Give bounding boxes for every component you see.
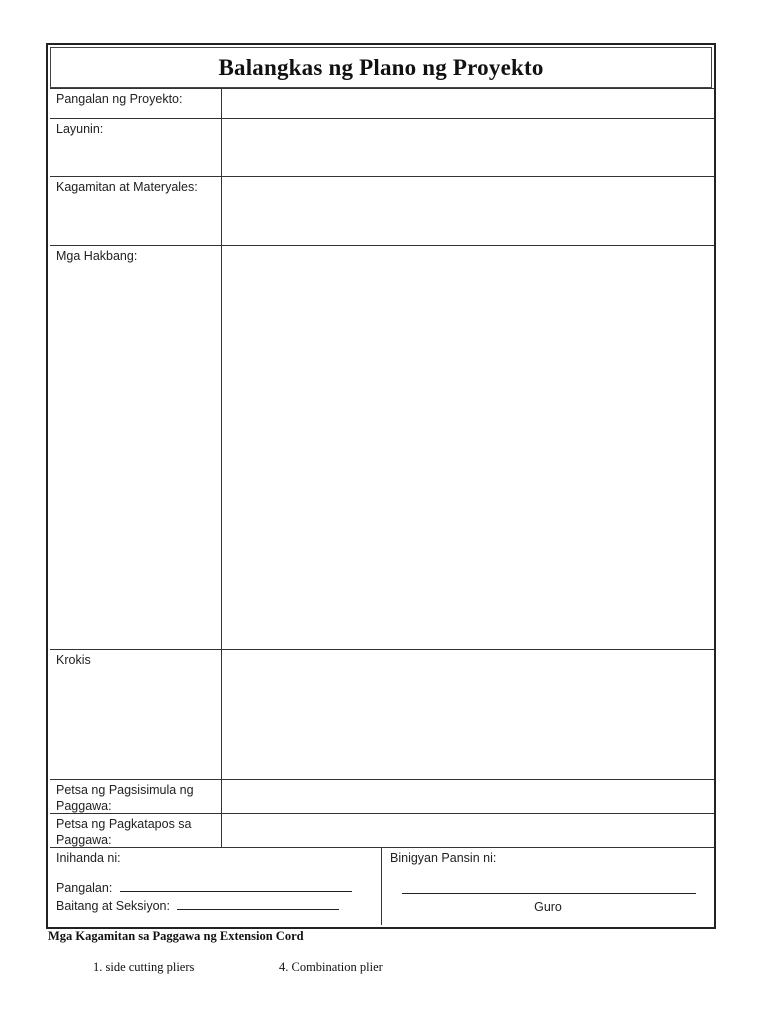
materials-heading: Mga Kagamitan sa Paggawa ng Extension Cord <box>48 929 304 943</box>
name-input-line[interactable] <box>120 879 352 892</box>
signature-row <box>50 847 714 925</box>
sketch-field[interactable] <box>222 650 714 779</box>
grade-section-input-line[interactable] <box>177 897 339 910</box>
start-date-label: Petsa ng Pagsisimula ng Paggawa: <box>50 780 222 813</box>
name-label: Pangalan: <box>56 881 113 895</box>
form-title: Balangkas ng Plano ng Proyekto <box>218 54 544 80</box>
form-title-box <box>50 47 712 88</box>
materials-field[interactable] <box>222 177 714 245</box>
row-end-date <box>50 813 714 847</box>
sketch-label: Krokis <box>50 650 222 779</box>
teacher-signature-line[interactable] <box>402 893 696 894</box>
end-date-field[interactable] <box>222 814 714 847</box>
noted-by-label: Binigyan Pansin ni: <box>390 851 497 865</box>
row-objective <box>50 118 714 176</box>
row-project-name <box>50 88 714 118</box>
prepared-by-cell <box>50 848 382 925</box>
row-steps <box>50 245 714 649</box>
end-date-label: Petsa ng Pagkatapos sa Paggawa: <box>50 814 222 847</box>
row-materials <box>50 176 714 245</box>
objective-field[interactable] <box>222 119 714 176</box>
steps-field[interactable] <box>222 246 714 649</box>
material-item: 1. side cutting pliers <box>93 960 195 974</box>
materials-label: Kagamitan at Materyales: <box>50 177 222 245</box>
noted-by-cell <box>382 848 714 925</box>
grade-section-label: Baitang at Seksiyon: <box>56 899 170 913</box>
teacher-label: Guro <box>534 900 562 914</box>
row-sketch <box>50 649 714 779</box>
objective-label: Layunin: <box>50 119 222 176</box>
row-start-date <box>50 779 714 813</box>
project-name-label: Pangalan ng Proyekto: <box>50 89 222 118</box>
project-name-field[interactable] <box>222 89 714 118</box>
project-plan-form <box>46 43 716 929</box>
steps-label: Mga Hakbang: <box>50 246 222 649</box>
material-item: 4. Combination plier <box>279 960 383 974</box>
prepared-by-label: Inihanda ni: <box>56 851 121 865</box>
start-date-field[interactable] <box>222 780 714 813</box>
